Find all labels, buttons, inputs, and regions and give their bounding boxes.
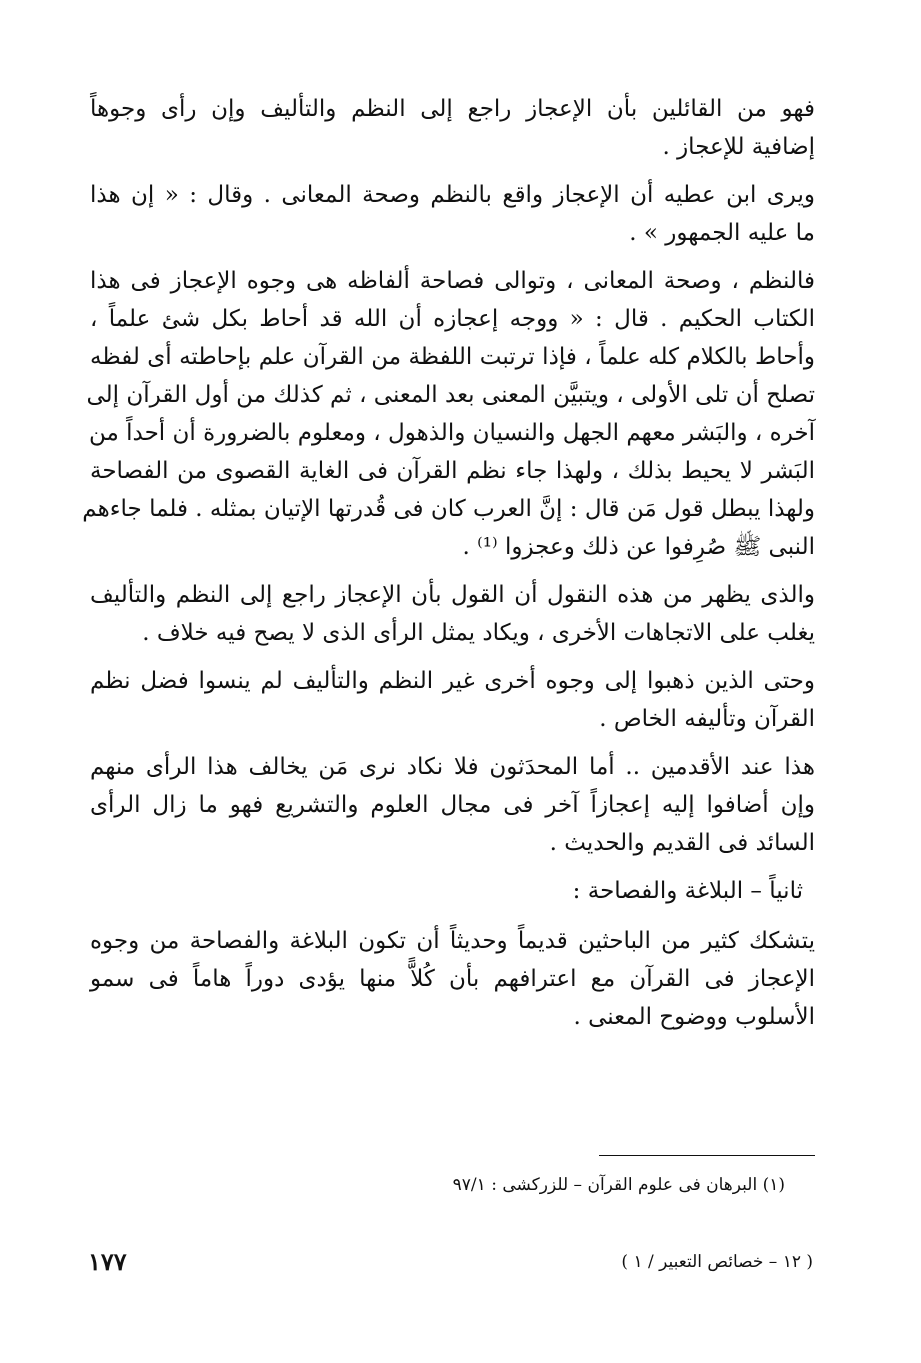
text-line: ما عليه الجمهور » . (629, 220, 815, 246)
footnote-divider (599, 1155, 815, 1156)
paragraph-2 (90, 176, 815, 252)
paragraph-4 (90, 576, 815, 652)
text-line: وحتى الذين ذهبوا إلى وجوه أخرى غير النظم والتأليف لم ينسوا فضل نظم (90, 668, 815, 694)
text-line: الأسلوب ووضوح المعنى . (573, 1004, 815, 1030)
footnote: (١) البرهان فى علوم القرآن – للزركشى : ٩٧/١ (452, 1175, 785, 1195)
text-line: وأحاط بالكلام كله علماً ، فإذا ترتبت اللفظة من القرآن علم بإحاطته أى لفظه (90, 344, 815, 370)
running-footer: ( ١٢ – خصائص التعبير / ١ ) (621, 1252, 813, 1272)
text-line: فهو من القائلين بأن الإعجاز راجع إلى النظم والتأليف وإن رأى وجوهاً (90, 96, 815, 122)
text-line: إضافية للإعجاز . (662, 134, 815, 160)
page-body (82, 90, 815, 1046)
text-line: ويرى ابن عطيه أن الإعجاز واقع بالنظم وصحة المعانى . وقال : « إن هذا (90, 182, 815, 208)
text-line: السائد فى القديم والحديث . (549, 830, 815, 856)
text-line: والذى يظهر من هذه النقول أن القول بأن الإعجاز راجع إلى النظم والتأليف (90, 582, 815, 608)
text-line: الإعجاز فى القرآن مع اعترافهم بأن كُلاًّ منها يؤدى دوراً هاماً فى سمو (90, 966, 815, 992)
page-number: ١٧٧ (88, 1247, 127, 1276)
paragraph-5 (90, 662, 815, 738)
text-line: يتشكك كثير من الباحثين قديماً وحديثاً أن تكون البلاغة والفصاحة من وجوه (90, 928, 815, 954)
paragraph-1 (90, 90, 815, 166)
paragraph-3 (82, 262, 815, 566)
text-line: هذا عند الأقدمين .. أما المحدَثون فلا نكاد نرى مَن يخالف هذا الرأى منهم (90, 754, 815, 780)
section-heading: ثانياً – البلاغة والفصاحة : (572, 878, 803, 904)
text-line: يغلب على الاتجاهات الأخرى ، ويكاد يمثل الرأى الذى لا يصح فيه خلاف . (142, 620, 815, 646)
text-line: البَشر لا يحيط بذلك ، ولهذا جاء نظم القرآن فى الغاية القصوى من الفصاحة (90, 458, 815, 484)
text-line: النبى ﷺ صُرِفوا عن ذلك وعجزوا ⁽¹⁾ . (462, 534, 815, 560)
text-line: فالنظم ، وصحة المعانى ، وتوالى فصاحة ألفاظه هى وجوه الإعجاز فى هذا (90, 268, 815, 294)
text-line: تصلح أن تلى الأولى ، ويتبيَّن المعنى بعد المعنى ، ثم كذلك من أول القرآن إلى (86, 382, 815, 408)
text-line: آخره ، والبَشر معهم الجهل والنسيان والذهول ، ومعلوم بالضرورة أن أحداً من (88, 420, 815, 446)
text-line: القرآن وتأليفه الخاص . (599, 706, 815, 732)
paragraph-7 (90, 922, 815, 1036)
text-line: الكتاب الحكيم . قال : « ووجه إعجازه أن الله قد أحاط بكل شئ علماً ، (90, 306, 815, 332)
text-line: ولهذا يبطل قول مَن قال : إنَّ العرب كان فى قُدرتها الإتيان بمثله . فلما جاءهم (82, 496, 815, 522)
paragraph-6 (90, 748, 815, 862)
text-line: وإن أضافوا إليه إعجازاً آخر فى مجال العلوم والتشريع فهو ما زال الرأى (90, 792, 815, 818)
